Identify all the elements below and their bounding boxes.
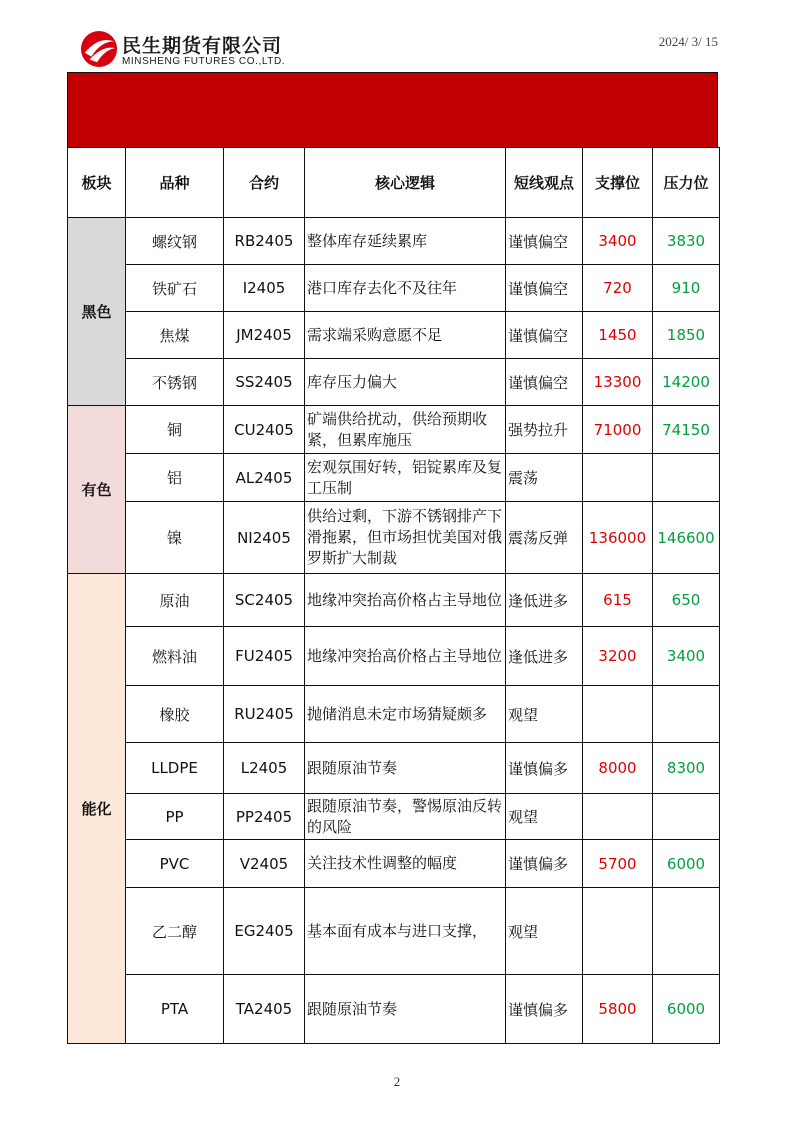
- logic-cell: 跟随原油节奏: [305, 743, 506, 794]
- table-row: [68, 574, 720, 627]
- contract-cell: CU2405: [224, 406, 305, 454]
- company-name-en: MINSHENG FUTURES CO.,LTD.: [122, 56, 286, 67]
- variety-cell: LLDPE: [126, 743, 224, 794]
- company-name-cn: 民生期货有限公司: [122, 35, 283, 57]
- contract-cell: RU2405: [224, 686, 305, 743]
- logic-cell: 供给过剩，下游不锈钢排产下滑拖累，但市场担忧美国对俄罗斯扩大制裁: [305, 502, 506, 574]
- contract-cell: SC2405: [224, 574, 305, 627]
- table-row: [68, 975, 720, 1044]
- support-cell: [583, 686, 653, 743]
- view-cell: 震荡反弹: [506, 502, 583, 574]
- contract-cell: NI2405: [224, 502, 305, 574]
- support-cell: 71000: [583, 406, 653, 454]
- variety-cell: 橡胶: [126, 686, 224, 743]
- minsheng-logo-icon: [80, 30, 118, 68]
- variety-cell: 原油: [126, 574, 224, 627]
- resistance-cell: 74150: [653, 406, 720, 454]
- resistance-cell: 6000: [653, 840, 720, 888]
- variety-cell: PP: [126, 794, 224, 840]
- resistance-cell: 3830: [653, 218, 720, 265]
- logic-cell: 库存压力偏大: [305, 359, 506, 406]
- variety-cell: PVC: [126, 840, 224, 888]
- resistance-cell: 14200: [653, 359, 720, 406]
- table-row: [68, 502, 720, 574]
- support-cell: 1450: [583, 312, 653, 359]
- table-row: [68, 312, 720, 359]
- table-row: [68, 218, 720, 265]
- table-row: [68, 406, 720, 454]
- contract-cell: L2405: [224, 743, 305, 794]
- header-variety: 品种: [126, 148, 224, 218]
- contract-cell: JM2405: [224, 312, 305, 359]
- variety-cell: 镍: [126, 502, 224, 574]
- resistance-cell: 910: [653, 265, 720, 312]
- support-cell: 136000: [583, 502, 653, 574]
- view-cell: 观望: [506, 794, 583, 840]
- support-cell: 8000: [583, 743, 653, 794]
- resistance-cell: 1850: [653, 312, 720, 359]
- view-cell: 谨慎偏空: [506, 265, 583, 312]
- support-cell: 720: [583, 265, 653, 312]
- table-row: [68, 686, 720, 743]
- view-cell: 谨慎偏空: [506, 218, 583, 265]
- futures-outlook-table: [67, 147, 720, 1044]
- sector-cell-energy-chemicals: 能化: [68, 574, 126, 1044]
- view-cell: 逢低进多: [506, 627, 583, 686]
- logic-cell: 地缘冲突抬高价格占主导地位: [305, 574, 506, 627]
- variety-cell: PTA: [126, 975, 224, 1044]
- logic-cell: 抛储消息未定市场猜疑颇多: [305, 686, 506, 743]
- logic-cell: 地缘冲突抬高价格占主导地位: [305, 627, 506, 686]
- view-cell: 观望: [506, 888, 583, 975]
- logic-cell: 关注技术性调整的幅度: [305, 840, 506, 888]
- report-date: 2024/ 3/ 15: [658, 34, 718, 49]
- logic-cell: 跟随原油节奏，警惕原油反转的风险: [305, 794, 506, 840]
- table-row: [68, 840, 720, 888]
- red-banner: [67, 72, 718, 148]
- resistance-cell: [653, 794, 720, 840]
- resistance-cell: 650: [653, 574, 720, 627]
- contract-cell: SS2405: [224, 359, 305, 406]
- sector-cell-black: 黑色: [68, 218, 126, 406]
- view-cell: 谨慎偏空: [506, 359, 583, 406]
- support-cell: 615: [583, 574, 653, 627]
- contract-cell: RB2405: [224, 218, 305, 265]
- logic-cell: 港口库存去化不及往年: [305, 265, 506, 312]
- contract-cell: AL2405: [224, 454, 305, 502]
- resistance-cell: [653, 454, 720, 502]
- resistance-cell: [653, 686, 720, 743]
- contract-cell: I2405: [224, 265, 305, 312]
- resistance-cell: 6000: [653, 975, 720, 1044]
- support-cell: [583, 888, 653, 975]
- variety-cell: 铁矿石: [126, 265, 224, 312]
- table-row: [68, 454, 720, 502]
- contract-cell: EG2405: [224, 888, 305, 975]
- view-cell: 谨慎偏多: [506, 743, 583, 794]
- logic-cell: 基本面有成本与进口支撑，: [305, 888, 506, 975]
- contract-cell: FU2405: [224, 627, 305, 686]
- view-cell: 逢低进多: [506, 574, 583, 627]
- header-support: 支撑位: [583, 148, 653, 218]
- support-cell: 5700: [583, 840, 653, 888]
- resistance-cell: [653, 888, 720, 975]
- logic-cell: 矿端供给扰动，供给预期收紧，但累库施压: [305, 406, 506, 454]
- logic-cell: 整体库存延续累库: [305, 218, 506, 265]
- variety-cell: 乙二醇: [126, 888, 224, 975]
- variety-cell: 不锈钢: [126, 359, 224, 406]
- sector-cell-nonferrous: 有色: [68, 406, 126, 574]
- view-cell: 谨慎偏多: [506, 975, 583, 1044]
- contract-cell: PP2405: [224, 794, 305, 840]
- table-row: [68, 743, 720, 794]
- logic-cell: 需求端采购意愿不足: [305, 312, 506, 359]
- resistance-cell: 3400: [653, 627, 720, 686]
- header-contract: 合约: [224, 148, 305, 218]
- table-row: [68, 265, 720, 312]
- variety-cell: 铜: [126, 406, 224, 454]
- table-header-row: [68, 148, 720, 218]
- variety-cell: 铝: [126, 454, 224, 502]
- page-number: 2: [393, 1074, 401, 1089]
- header-sector: 板块: [68, 148, 126, 218]
- support-cell: 13300: [583, 359, 653, 406]
- resistance-cell: 8300: [653, 743, 720, 794]
- support-cell: 3400: [583, 218, 653, 265]
- support-cell: 3200: [583, 627, 653, 686]
- view-cell: 观望: [506, 686, 583, 743]
- support-cell: [583, 454, 653, 502]
- logic-cell: 宏观氛围好转，铝锭累库及复工压制: [305, 454, 506, 502]
- view-cell: 强势拉升: [506, 406, 583, 454]
- logic-cell: 跟随原油节奏: [305, 975, 506, 1044]
- variety-cell: 燃料油: [126, 627, 224, 686]
- variety-cell: 螺纹钢: [126, 218, 224, 265]
- header-resistance: 压力位: [653, 148, 720, 218]
- view-cell: 谨慎偏空: [506, 312, 583, 359]
- header-core-logic: 核心逻辑: [305, 148, 506, 218]
- contract-cell: TA2405: [224, 975, 305, 1044]
- table-row: [68, 359, 720, 406]
- contract-cell: V2405: [224, 840, 305, 888]
- company-logo: [80, 28, 320, 74]
- table-row: [68, 794, 720, 840]
- support-cell: 5800: [583, 975, 653, 1044]
- variety-cell: 焦煤: [126, 312, 224, 359]
- support-cell: [583, 794, 653, 840]
- table-row: [68, 627, 720, 686]
- view-cell: 震荡: [506, 454, 583, 502]
- view-cell: 谨慎偏多: [506, 840, 583, 888]
- header-short-term-view: 短线观点: [506, 148, 583, 218]
- resistance-cell: 146600: [653, 502, 720, 574]
- table-row: [68, 888, 720, 975]
